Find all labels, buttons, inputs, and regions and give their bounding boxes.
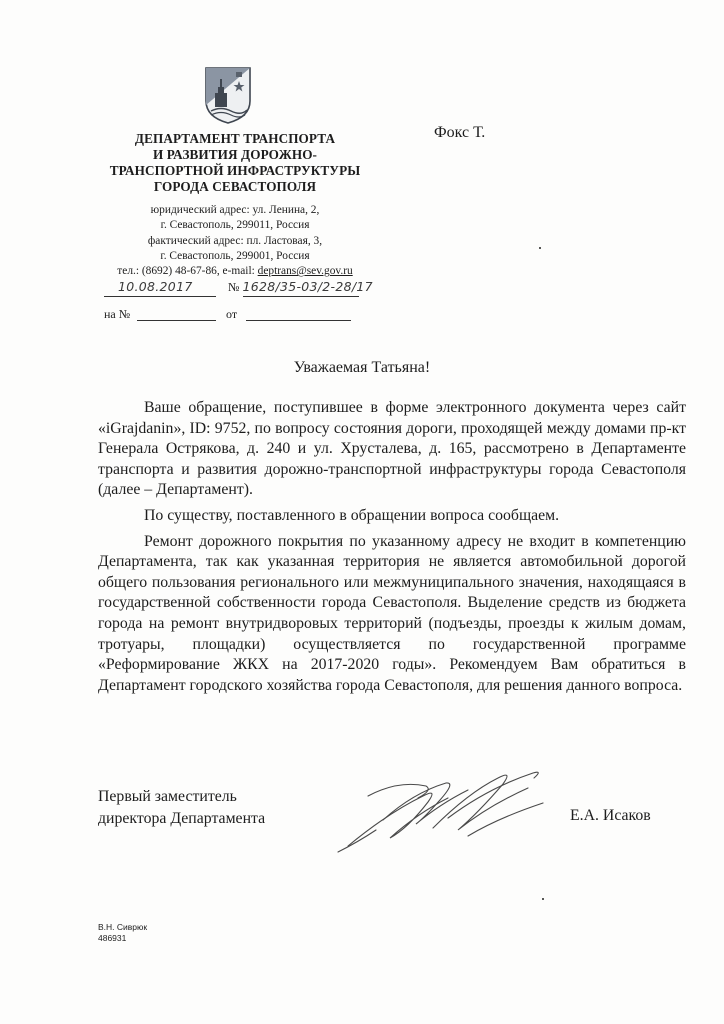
reference-date-underline xyxy=(246,320,351,321)
actual-address-city: г. Севастополь, 299001, Россия xyxy=(160,249,310,262)
executor-name: В.Н. Сиврюк xyxy=(98,922,148,932)
recipient: Фокс Т. xyxy=(434,124,486,141)
contacts-line xyxy=(100,264,370,279)
reference-underline xyxy=(137,320,216,321)
body-paragraph: Ваше обращение, поступившее в форме электронного документа через сайт «iGrajdanin», ID: 9752, по вопросу состояния дороги, проходящей между домами пр-кт Генерала Острякова, д. 240 и ул. Хрусталева, д. 165, рассмотрено в Департаменте транспорта и развития дорожно-транспортной инфраструктуры города Севастополя (далее – Департамент). xyxy=(98,399,686,499)
dept-name-line: ТРАНСПОРТНОЙ ИНФРАСТРУКТУРЫ xyxy=(109,163,361,178)
body-paragraph: По существу, поставленного в обращении вопроса сообщаем. xyxy=(144,506,560,524)
signer-name: Е.А. Исаков xyxy=(570,807,651,824)
registration-date-field xyxy=(104,279,193,295)
registration-number-field xyxy=(228,279,373,295)
legal-address-city: г. Севастополь, 299011, Россия xyxy=(160,219,310,232)
date-underline xyxy=(104,296,216,297)
reference-from-label: от xyxy=(226,307,238,321)
executor-info xyxy=(98,922,147,944)
handwritten-signature xyxy=(328,758,558,858)
dept-name-line: ГОРОДА СЕВАСТОПОЛЯ xyxy=(153,179,317,194)
executor-phone: 486931 xyxy=(98,933,127,943)
stray-mark xyxy=(539,247,541,249)
signatory-title-line: директора Департамента xyxy=(98,810,266,827)
coat-of-arms-icon xyxy=(203,65,253,125)
legal-address-line: юридический адрес: ул. Ленина, 2, xyxy=(150,204,320,216)
dept-name-line: И РАЗВИТИЯ ДОРОЖНО- xyxy=(152,147,318,162)
actual-address-line: фактический адрес: пл. Ластовая, 3, xyxy=(147,234,323,247)
signatory-title xyxy=(98,786,265,830)
dept-name-line: ДЕПАРТАМЕНТ ТРАНСПОРТА xyxy=(134,131,336,146)
stray-mark xyxy=(542,898,544,900)
number-underline xyxy=(243,296,359,297)
number-label: № xyxy=(228,280,240,294)
reference-label: на № xyxy=(104,307,131,321)
letter-body xyxy=(98,398,686,696)
reference-date-field xyxy=(226,306,237,322)
contacts-phone: тел.: (8692) 48-67-86, e-mail: xyxy=(117,265,258,278)
department-address xyxy=(100,203,370,279)
registration-number: 1628/35-03/2-28/17 xyxy=(242,279,373,294)
body-paragraph: Ремонт дорожного покрытия по указанному адресу не входит в компетенцию Департамента, так как указанная территория не является автомобильной дорогой общего пользования регионального или межмуниципального значения, находящаяся в государственной собственности города Севастополя. Выделение средств из бюджета города на ремонт внутридворовых территорий (подъезды, проезды к жилым домам, тротуары, площадки) осуществляется по государственной программе «Реформирование ЖКХ на 2017-2020 годы». Рекомендуем Вам обратиться в Департамент городского хозяйства города Севастополя, для решения данного вопроса. xyxy=(98,532,686,694)
registration-date: 10.08.2017 xyxy=(118,279,193,294)
signatory-title-line: Первый заместитель xyxy=(98,788,237,805)
department-name xyxy=(100,131,370,195)
contacts-email: deptrans@sev.gov.ru xyxy=(257,265,353,278)
salutation: Уважаемая Татьяна! xyxy=(293,359,431,376)
reference-field xyxy=(104,306,130,322)
